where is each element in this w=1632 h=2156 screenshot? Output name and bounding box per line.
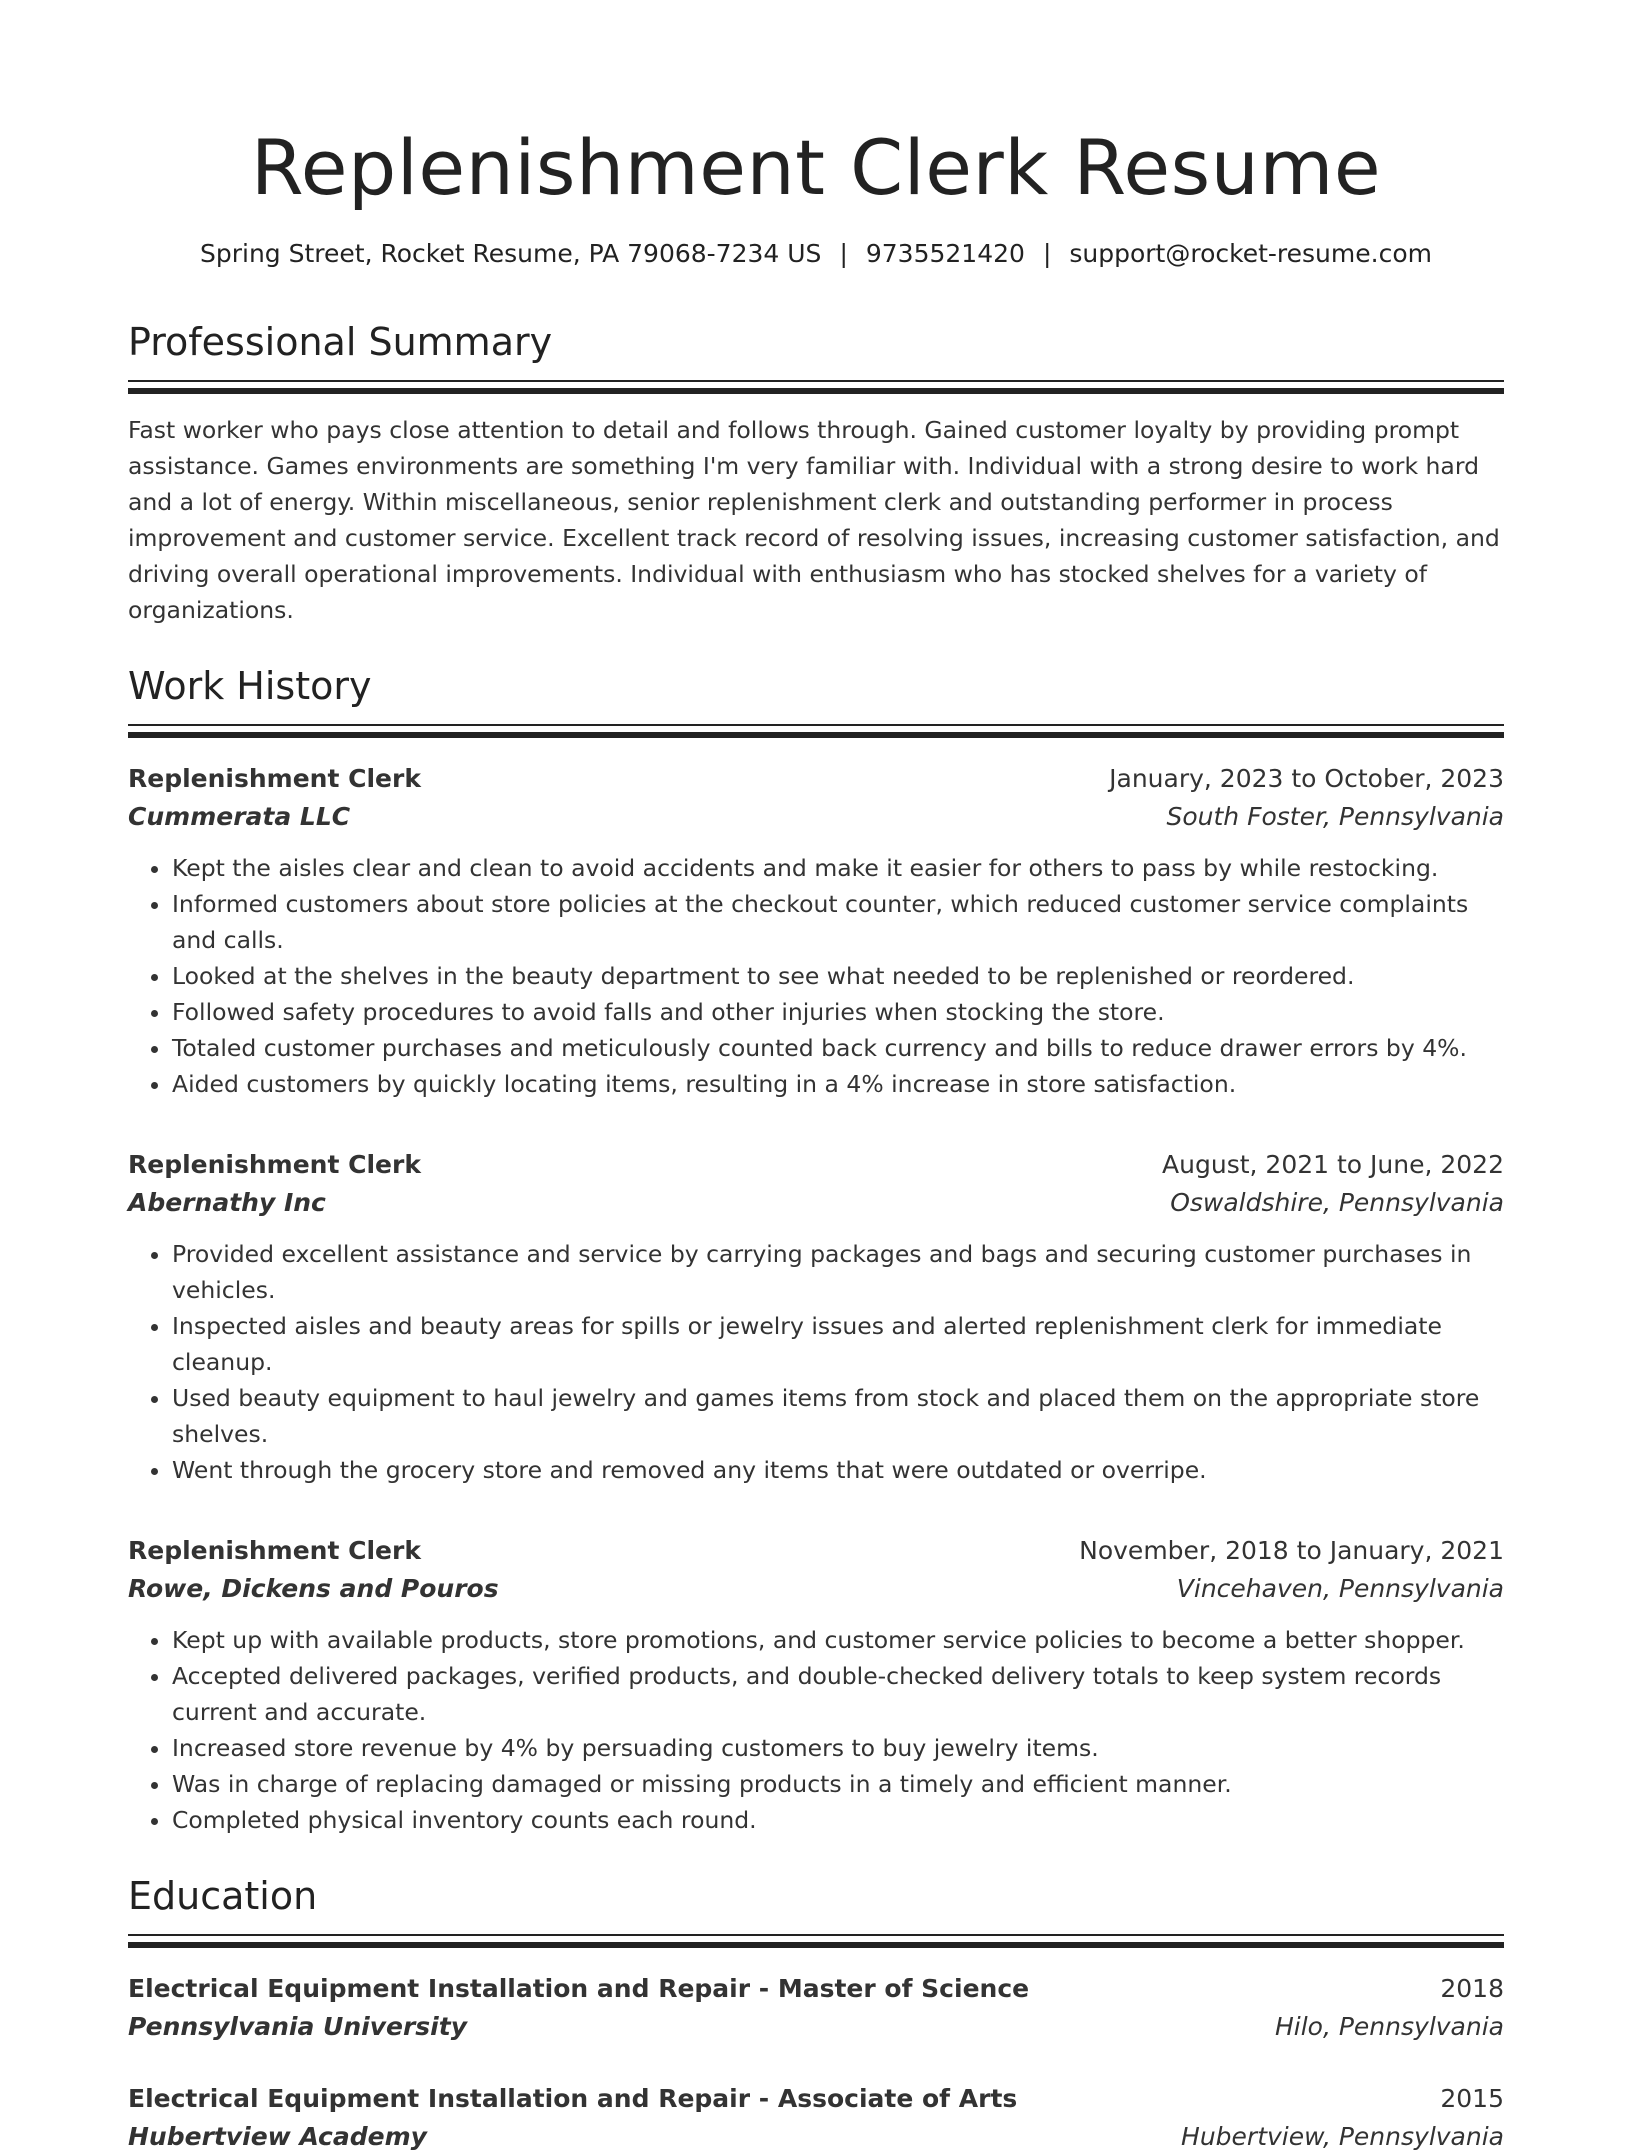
education-degree: Electrical Equipment Installation and Repair - Master of Science <box>128 1974 1030 2003</box>
job-bullet: • Provided excellent assistance and service by carrying packages and bags and securing customer purchases in vehicles. <box>172 1236 1504 1308</box>
job-bullets <box>128 1236 1504 1488</box>
education-year: 2015 <box>1440 2084 1504 2113</box>
job-dates: November, 2018 to January, 2021 <box>1079 1536 1504 1565</box>
section-rule-thin <box>128 724 1504 726</box>
education-degree: Electrical Equipment Installation and Repair - Associate of Arts <box>128 2084 1018 2113</box>
contact-separator: | <box>1042 239 1052 268</box>
job-bullet: • Was in charge of replacing damaged or missing products in a timely and efficient manner. <box>172 1766 1504 1802</box>
section-rule-thick <box>128 1942 1504 1948</box>
job-bullet: • Increased store revenue by 4% by persuading customers to buy jewelry items. <box>172 1730 1504 1766</box>
job-entry <box>128 1532 1504 1838</box>
education-year: 2018 <box>1440 1974 1504 2003</box>
job-bullet: • Followed safety procedures to avoid falls and other injuries when stocking the store. <box>172 994 1504 1030</box>
job-bullet: • Informed customers about store policies at the checkout counter, which reduced customer service complaints and calls. <box>172 886 1504 958</box>
education-heading: Education <box>128 1874 318 1918</box>
job-entry <box>128 1146 1504 1488</box>
education-entry <box>128 2080 1504 2156</box>
job-bullet: • Used beauty equipment to haul jewelry and games items from stock and placed them on the appropriate store shelves. <box>172 1380 1504 1452</box>
education-header-row <box>128 2080 1504 2118</box>
work-history-heading: Work History <box>128 664 372 708</box>
contact-line <box>128 238 1504 270</box>
education-entry <box>128 1970 1504 2046</box>
job-bullet: • Kept the aisles clear and clean to avoid accidents and make it easier for others to pass by while restocking. <box>172 850 1504 886</box>
job-bullet: • Went through the grocery store and removed any items that were outdated or overripe. <box>172 1452 1504 1488</box>
contact-address: Spring Street, Rocket Resume, PA 79068-7234 US <box>200 239 822 268</box>
education-location: Hubertview, Pennsylvania <box>1181 2122 1504 2151</box>
job-header-row <box>128 1146 1504 1184</box>
contact-separator: | <box>839 239 848 268</box>
contact-email: support@rocket-resume.com <box>1069 239 1432 268</box>
job-location: Vincehaven, Pennsylvania <box>1176 1574 1504 1603</box>
job-company-row <box>128 798 1504 836</box>
section-rule-thick <box>128 388 1504 394</box>
job-company: Abernathy Inc <box>128 1188 326 1217</box>
resume-title: Replenishment Clerk Resume <box>250 123 1382 212</box>
job-location: South Foster, Pennsylvania <box>1166 802 1504 831</box>
contact-phone: 9735521420 <box>865 239 1025 268</box>
job-title: Replenishment Clerk <box>128 764 421 793</box>
job-company-row <box>128 1570 1504 1608</box>
job-entry <box>128 760 1504 1102</box>
job-company: Cummerata LLC <box>128 802 351 831</box>
education-school-row <box>128 2118 1504 2156</box>
section-rule-thick <box>128 732 1504 738</box>
job-location: Oswaldshire, Pennsylvania <box>1170 1188 1504 1217</box>
job-bullet: • Accepted delivered packages, verified products, and double-checked delivery totals to keep system records current and accurate. <box>172 1658 1504 1730</box>
job-header-row <box>128 760 1504 798</box>
education-section <box>128 1872 1504 2156</box>
job-bullet: • Kept up with available products, store promotions, and customer service policies to become a better shopper. <box>172 1622 1504 1658</box>
education-school: Hubertview Academy <box>128 2122 427 2151</box>
work-history-section <box>128 662 1504 1838</box>
education-school: Pennsylvania University <box>128 2012 468 2041</box>
job-bullet: • Aided customers by quickly locating items, resulting in a 4% increase in store satisfaction. <box>172 1066 1504 1102</box>
summary-section <box>128 318 1504 628</box>
job-header-row <box>128 1532 1504 1570</box>
job-dates: August, 2021 to June, 2022 <box>1162 1150 1504 1179</box>
job-bullets <box>128 1622 1504 1838</box>
section-rule-thin <box>128 380 1504 382</box>
job-bullet: • Totaled customer purchases and meticulously counted back currency and bills to reduce drawer errors by 4%. <box>172 1030 1504 1066</box>
job-company-row <box>128 1184 1504 1222</box>
summary-text: Fast worker who pays close attention to detail and follows through. Gained customer loyalty by providing prompt assistance. Games environments are something I'm very familiar with. Individual with a strong desire to work hard and a lot of energy. Within miscellaneous, senior replenishment clerk and outstanding performer in process improvement and customer service. Excellent track record of resolving issues, increasing customer satisfaction, and driving overall operational improvements. Individual with enthusiasm who has stocked shelves for a variety of organizations. <box>128 416 1500 624</box>
job-bullet: • Looked at the shelves in the beauty department to see what needed to be replenished or reordered. <box>172 958 1504 994</box>
job-bullet: • Completed physical inventory counts each round. <box>172 1802 1504 1838</box>
job-dates: January, 2023 to October, 2023 <box>1109 764 1504 793</box>
education-location: Hilo, Pennsylvania <box>1274 2012 1504 2041</box>
job-title: Replenishment Clerk <box>128 1536 421 1565</box>
job-bullets <box>128 850 1504 1102</box>
education-school-row <box>128 2008 1504 2046</box>
education-header-row <box>128 1970 1504 2008</box>
job-company: Rowe, Dickens and Pouros <box>128 1574 499 1603</box>
section-rule-thin <box>128 1934 1504 1936</box>
summary-heading: Professional Summary <box>128 320 553 364</box>
job-title: Replenishment Clerk <box>128 1150 421 1179</box>
job-bullet: • Inspected aisles and beauty areas for spills or jewelry issues and alerted replenishment clerk for immediate cleanup. <box>172 1308 1504 1380</box>
